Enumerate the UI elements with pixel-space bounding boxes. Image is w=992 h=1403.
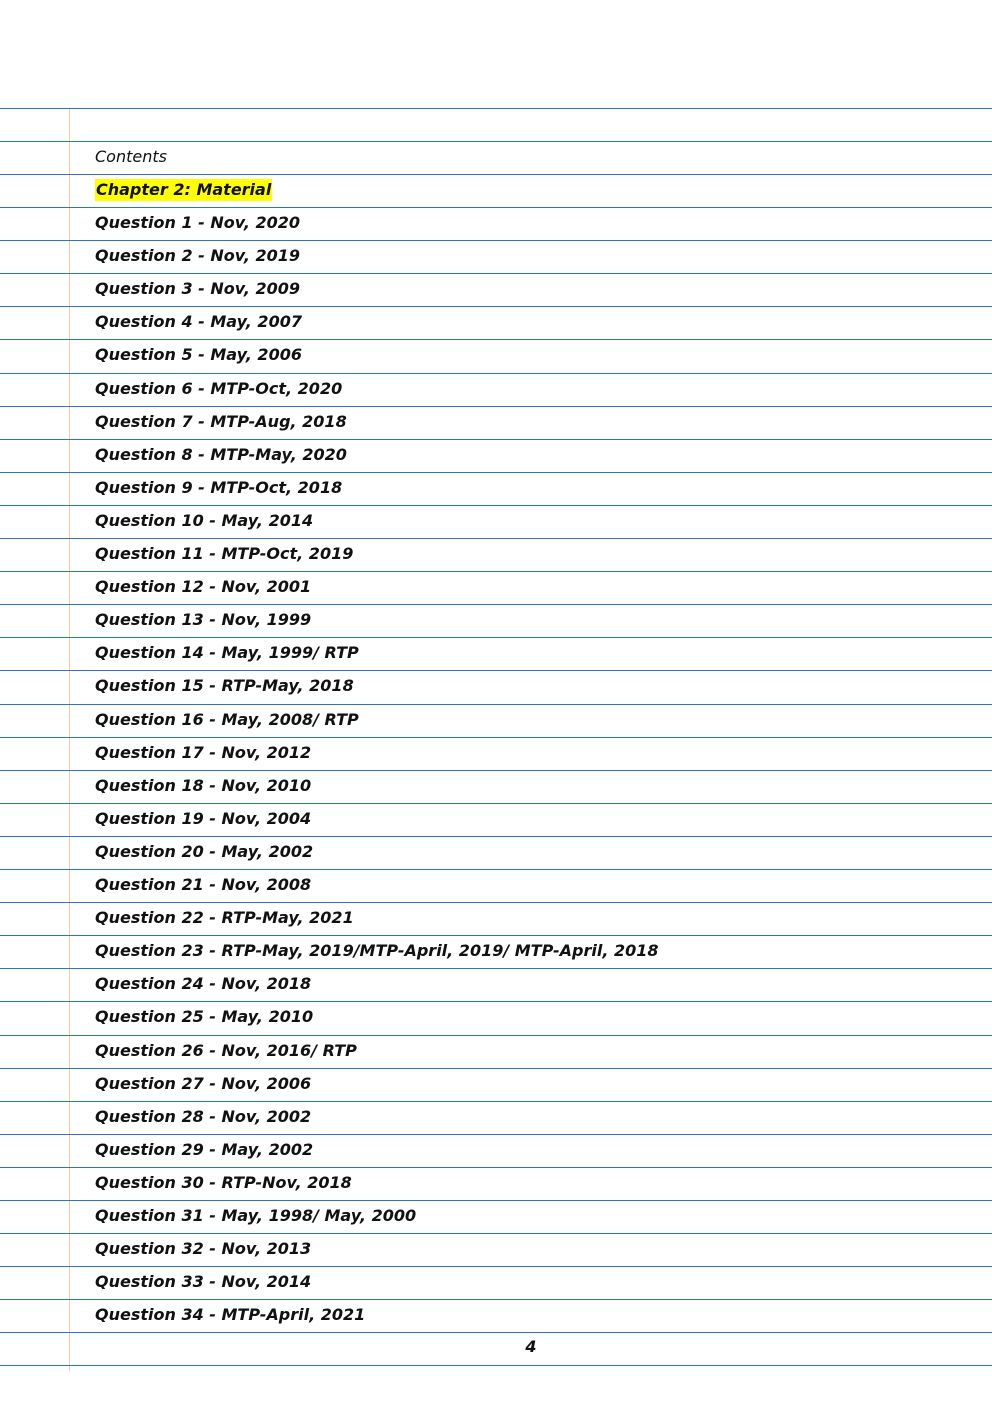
- question-link[interactable]: Question 34 - MTP-April, 2021: [95, 1305, 366, 1324]
- question-row: [0, 604, 992, 637]
- question-row: [0, 1001, 992, 1034]
- question-link[interactable]: Question 30 - RTP-Nov, 2018: [95, 1173, 352, 1192]
- question-row: [0, 670, 992, 703]
- question-row: [0, 836, 992, 869]
- question-row: [0, 207, 992, 240]
- contents-row: [0, 141, 992, 174]
- question-row: [0, 1134, 992, 1167]
- question-link[interactable]: Question 20 - May, 2002: [95, 842, 314, 861]
- question-link[interactable]: Question 13 - Nov, 1999: [95, 610, 312, 629]
- question-row: [0, 406, 992, 439]
- page-number: 4: [525, 1337, 537, 1356]
- question-row: [0, 571, 992, 604]
- question-link[interactable]: Question 2 - Nov, 2019: [95, 246, 301, 265]
- question-link[interactable]: Question 33 - Nov, 2014: [95, 1272, 312, 1291]
- question-link[interactable]: Question 9 - MTP-Oct, 2018: [95, 478, 343, 497]
- question-row: [0, 968, 992, 1001]
- question-link[interactable]: Question 10 - May, 2014: [95, 511, 314, 530]
- question-row: [0, 306, 992, 339]
- question-link[interactable]: Question 1 - Nov, 2020: [95, 213, 301, 232]
- question-link[interactable]: Question 11 - MTP-Oct, 2019: [95, 544, 354, 563]
- question-row: [0, 538, 992, 571]
- question-link[interactable]: Question 26 - Nov, 2016/ RTP: [95, 1041, 357, 1060]
- question-link[interactable]: Question 7 - MTP-Aug, 2018: [95, 412, 347, 431]
- question-row: [0, 1200, 992, 1233]
- question-link[interactable]: Question 23 - RTP-May, 2019/MTP-April, 2019/ MTP-April, 2018: [95, 941, 659, 960]
- question-row: [0, 1068, 992, 1101]
- question-link[interactable]: Question 17 - Nov, 2012: [95, 743, 312, 762]
- question-link[interactable]: Question 18 - Nov, 2010: [95, 776, 312, 795]
- contents-heading: Contents: [95, 147, 167, 166]
- question-row: [0, 803, 992, 836]
- question-link[interactable]: Question 31 - May, 1998/ May, 2000: [95, 1206, 417, 1225]
- question-row: [0, 505, 992, 538]
- question-row: [0, 935, 992, 968]
- blank-row: [0, 108, 992, 141]
- question-link[interactable]: Question 21 - Nov, 2008: [95, 875, 312, 894]
- question-link[interactable]: Question 5 - May, 2006: [95, 345, 302, 364]
- question-row: [0, 637, 992, 670]
- question-link[interactable]: Question 28 - Nov, 2002: [95, 1107, 312, 1126]
- question-link[interactable]: Question 14 - May, 1999/ RTP: [95, 643, 359, 662]
- question-link[interactable]: Question 19 - Nov, 2004: [95, 809, 312, 828]
- question-row: [0, 339, 992, 372]
- question-link[interactable]: Question 25 - May, 2010: [95, 1007, 314, 1026]
- question-link[interactable]: Question 16 - May, 2008/ RTP: [95, 710, 359, 729]
- question-link[interactable]: Question 12 - Nov, 2001: [95, 577, 312, 596]
- question-link[interactable]: Question 4 - May, 2007: [95, 312, 302, 331]
- question-row: [0, 273, 992, 306]
- question-row: [0, 704, 992, 737]
- question-link[interactable]: Question 27 - Nov, 2006: [95, 1074, 312, 1093]
- question-row: [0, 1299, 992, 1332]
- question-row: [0, 472, 992, 505]
- question-row: [0, 240, 992, 273]
- question-row: [0, 1233, 992, 1266]
- question-link[interactable]: Question 3 - Nov, 2009: [95, 279, 301, 298]
- page-footer-row: [0, 1332, 992, 1366]
- question-row: [0, 1167, 992, 1200]
- question-link[interactable]: Question 15 - RTP-May, 2018: [95, 676, 354, 695]
- question-link[interactable]: Question 22 - RTP-May, 2021: [95, 908, 354, 927]
- question-row: [0, 770, 992, 803]
- question-row: [0, 737, 992, 770]
- question-row: [0, 902, 992, 935]
- question-row: [0, 439, 992, 472]
- question-row: [0, 1101, 992, 1134]
- question-link[interactable]: Question 6 - MTP-Oct, 2020: [95, 379, 343, 398]
- chapter-title[interactable]: Chapter 2: Material: [96, 180, 272, 199]
- question-row: [0, 373, 992, 406]
- question-row: [0, 1266, 992, 1299]
- question-row: [0, 869, 992, 902]
- question-link[interactable]: Question 24 - Nov, 2018: [95, 974, 312, 993]
- question-link[interactable]: Question 32 - Nov, 2013: [95, 1239, 312, 1258]
- question-link[interactable]: Question 29 - May, 2002: [95, 1140, 314, 1159]
- question-row: [0, 1035, 992, 1068]
- question-link[interactable]: Question 8 - MTP-May, 2020: [95, 445, 347, 464]
- chapter-row: [0, 174, 992, 207]
